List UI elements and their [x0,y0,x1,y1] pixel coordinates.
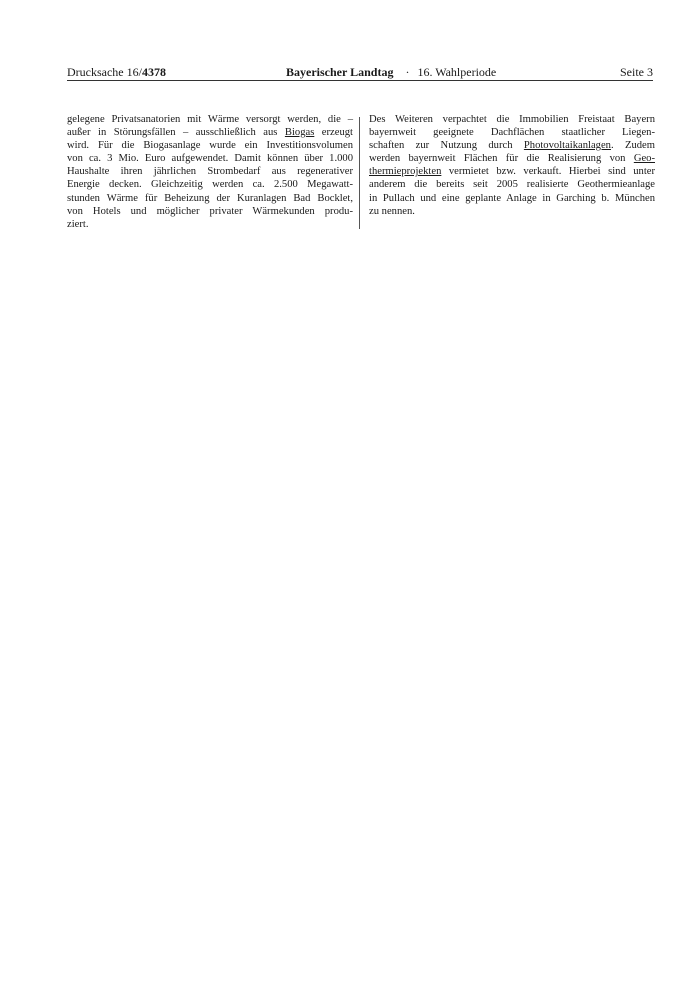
text-segment: . Zudem [610,140,655,152]
text-segment: werden bayernweit Flächen für die Realisierung von [369,153,634,165]
left-column [67,113,353,231]
text-line: Haushalte ihren jährlichen Strombedarf aus regenerativer [67,166,353,178]
document-number [67,64,166,80]
link-biogas[interactable]: Biogas [284,127,315,139]
text-line: Des Weiteren verpachtet die Immobilien Freistaat Bayern [369,114,655,125]
document-number-value: 4378 [141,65,166,79]
page-number: Seite 3 [620,65,653,79]
text-line: von Hotels und möglicher privater Wärmekunden produ- [67,205,353,217]
link-geothermieprojekten-part2[interactable]: thermieprojekten [369,166,442,178]
text-segment: schaften zur Nutzung durch [369,140,524,152]
page-header [67,64,653,80]
header-separator: · [405,65,410,79]
text-line: ziert. [67,218,89,230]
text-line: anderem die bereits seit 2005 realisierte Geothermieanlage [369,179,655,191]
right-column [369,113,655,218]
text-segment: außer in Störungsfällen – ausschließlich aus [67,127,285,139]
text-line: Energie decken. Gleichzeitig werden ca. 2.500 Megawatt- [67,179,353,191]
text-line: bayernweit geeignete Dachflächen staatlicher Liegen- [369,127,655,139]
text-line: gelegene Privatsanatorien mit Wärme versorgt werden, die – [67,114,353,125]
legislative-period: 16. Wahlperiode [417,65,497,79]
text-line: stunden Wärme für Beheizung der Kuranlagen Bad Bocklet, [67,192,353,204]
text-line [369,152,655,165]
text-segment: vermietet bzw. verkauft. Hierbei sind unter [441,166,655,178]
text-segment: erzeugt [314,127,353,139]
text-line: von ca. 3 Mio. Euro aufgewendet. Damit können über 1.000 [67,153,353,165]
text-line [369,139,655,152]
text-line [67,126,353,139]
document-number-prefix: Drucksache 16/ [67,65,142,79]
text-line: zu nennen. [369,205,415,217]
chamber-name: Bayerischer Landtag [286,65,394,79]
column-divider [359,117,360,229]
text-line: wird. Für die Biogasanlage wurde ein Investitionsvolumen [67,140,353,152]
text-line [369,165,655,178]
link-photovoltaikanlagen[interactable]: Photovoltaikanlagen [523,140,611,152]
text-line: in Pullach und eine geplante Anlage in Garching b. München [369,192,655,204]
link-geothermieprojekten-part1[interactable]: Geo- [633,153,655,165]
header-center [286,64,496,80]
header-rule [67,80,653,81]
